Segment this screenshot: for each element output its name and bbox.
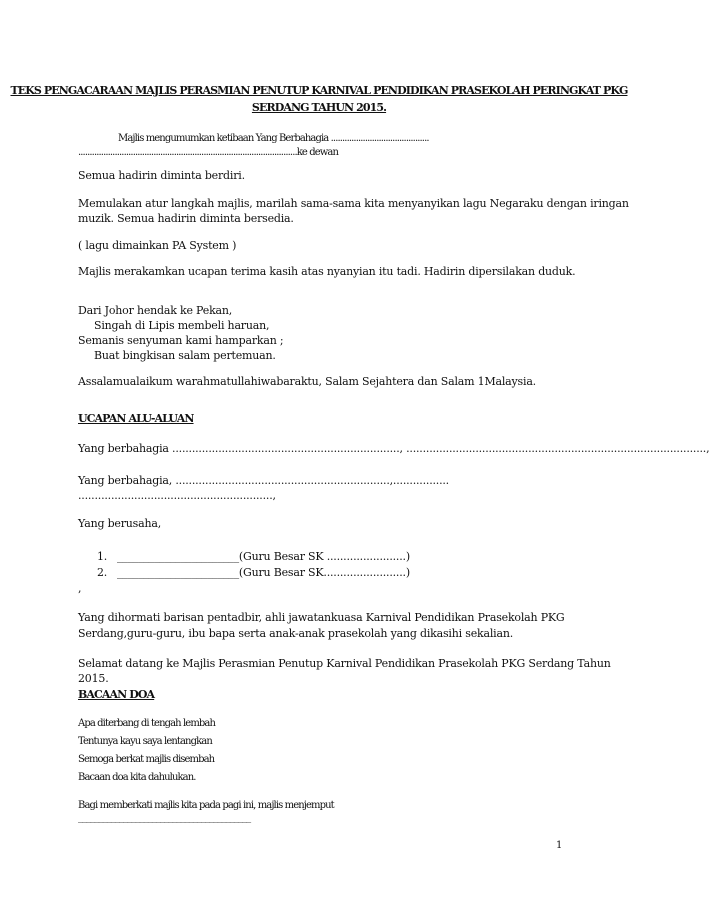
paragraph-thanks: Majlis merakamkan ucapan terima kasih atas nyanyian itu tadi. Hadirin dipersilakan duduk.	[78, 265, 576, 278]
paragraph-stand: Semua hadirin diminta berdiri.	[78, 169, 245, 182]
guru-besar-line-1: _______________________(Guru Besar SK ........................)	[117, 550, 410, 563]
yang-berbahagia-1: Yang berbahagia ....................................................................., ...........................................................................................,	[78, 442, 709, 455]
yang-dihormati-1: Yang dihormati barisan pentadbir, ahli jawatankuasa Karnival Pendidikan Prasekolah PKG	[78, 611, 565, 624]
paragraph-salam: Assalamualaikum warahmatullahiwabaraktu, Salam Sejahtera dan Salam 1Malaysia.	[78, 375, 536, 388]
guru-besar-number-1: 1.	[97, 550, 108, 563]
yang-dihormati-2: Serdang,guru-guru, ibu bapa serta anak-anak prasekolah yang dikasihi sekalian.	[78, 627, 514, 640]
pantun-line-4: Buat bingkisan salam pertemuan.	[94, 349, 276, 362]
title-line-1: TEKS PENGACARAAN MAJLIS PERASMIAN PENUTUP KARNIVAL PENDIDIKAN PRASEKOLAH PERINGKAT PKG	[10, 84, 628, 97]
heading-bacaan-doa: BACAAN DOA	[78, 688, 155, 701]
intro-line-2: ................................................................................................ke dewan	[78, 147, 338, 158]
pantun-line-1: Dari Johor hendak ke Pekan,	[78, 304, 233, 317]
doa-pantun-line-3: Semoga berkat majlis disembah	[78, 754, 215, 765]
guru-besar-number-2: 2.	[97, 566, 108, 579]
doa-pantun-line-2: Tentunya kayu saya lentangkan	[78, 736, 212, 747]
title-line-2: SERDANG TAHUN 2015.	[251, 101, 387, 114]
yang-berbahagia-2: Yang berbahagia, .................................................................,.................	[78, 474, 449, 487]
heading-ucapan: UCAPAN ALU-ALUAN	[78, 412, 194, 425]
yang-berusaha: Yang berusaha,	[78, 517, 162, 530]
stray-comma: ,	[78, 582, 82, 595]
yang-berbahagia-2-cont: ...........................................................,	[78, 489, 276, 502]
intro-line-1: Majlis mengumumkan ketibaan Yang Berbahagia ...........................................	[118, 133, 429, 144]
pantun-line-3: Semanis senyuman kami hamparkan ;	[78, 334, 284, 347]
selamat-datang-2: 2015.	[78, 672, 109, 685]
page-number: 1	[556, 840, 563, 851]
doa-pantun-line-1: Apa diterbang di tengah lembah	[78, 718, 216, 729]
doa-pantun-line-4: Bacaan doa kita dahulukan.	[78, 772, 196, 783]
doa-blank-line: __________________________________________	[78, 812, 251, 823]
pantun-line-2: Singah di Lipis membeli haruan,	[94, 319, 270, 332]
paragraph-pa-system: ( lagu dimainkan PA System )	[78, 239, 237, 252]
paragraph-anthem-2: muzik. Semua hadirin diminta bersedia.	[78, 212, 294, 225]
paragraph-anthem-1: Memulakan atur langkah majlis, marilah sama-sama kita menyanyikan lagu Negaraku dengan iringan	[78, 197, 629, 210]
doa-invite-line: Bagi memberkati majlis kita pada pagi ini, majlis menjemput	[78, 800, 334, 811]
guru-besar-line-2: _______________________(Guru Besar SK.........................)	[117, 566, 410, 579]
selamat-datang-1: Selamat datang ke Majlis Perasmian Penutup Karnival Pendidikan Prasekolah PKG Serdang Tahun	[78, 657, 611, 670]
